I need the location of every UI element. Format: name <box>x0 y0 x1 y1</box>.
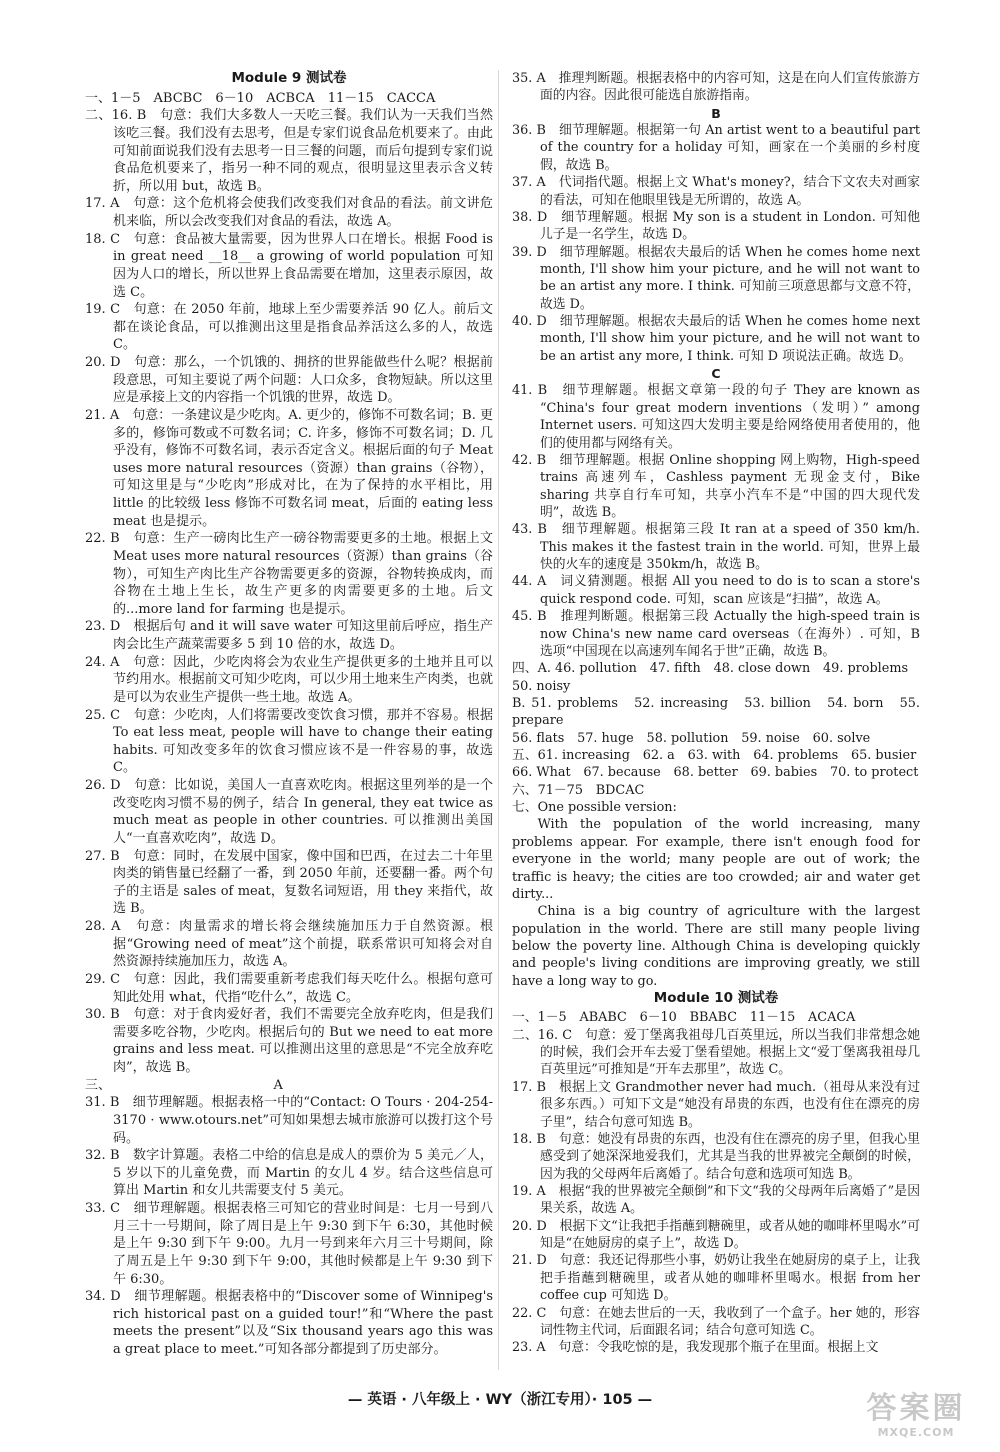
left-paragraph: 23. D 根据后句 and it will save water 可知这里前后呼应，指生产肉会比生产蔬菜需要多 5 到 10 倍的水，故选 D。 <box>85 619 493 652</box>
left-paragraph: 26. D 句意：比如说，美国人一直喜欢吃肉。根据这里列举的是一个改变吃肉习惯不易的例子，结合 In general, they eat twice as much meat as people in other countries. 可以推测出美国人“一直喜欢吃肉”，故选 D。 <box>85 778 493 846</box>
right-paragraph: 17. B 根据上文 Grandmother never had much.（祖母从来没有过很多东西。）可知下文是“她没有昂贵的东西，也没有住在漂亮的房子里”，结合句意可知选 B。 <box>512 1079 920 1130</box>
right-paragraph: 42. B 细节理解题。根据 Online shopping 网上购物，High-speed trains 高速列车，Cashless payment 无现金支付，Bike sharing 共享自行车可知，共享小汽车不是“中国的四大现代发明”，故选 B。 <box>512 452 920 520</box>
module-9-title: Module 9 测试卷 <box>231 70 347 86</box>
left-paragraph: 30. B 句意：对于食肉爱好者，我们不需要完全放弃吃肉，但是我们需要多吃谷物，少吃肉。根据后句的 But we need to eat more grains and less meat. 可以推测出这里的意思是“不完全放弃吃肉”，故选 B。 <box>85 1007 493 1075</box>
right-paragraph: 18. B 句意：她没有昂贵的东西，也没有住在漂亮的房子里，但我心里感受到了她深深地爱我们，尤其是当我的世界被完全颠倒的时候，因为我的父母两年后离婚了。结合句意和选项可知选 B。 <box>512 1131 920 1182</box>
right-paragraph: 50. noisy <box>512 678 571 694</box>
right-paragraph: With the population of the world increasing, many problems appear. For example, there isn't enough food for everyone in the world; many people are out of work; the traffic is heavy; the cities are too crowded; air and water get dirty... <box>512 817 920 902</box>
right-paragraph: 二、16. C 句意：爱丁堡离我祖母几百英里远，所以当我们非常想念她的时候，我们会开车去爱丁堡看望她。根据上文“爱丁堡离我祖母几百英里远”可推知是“开车去那里”，故选 C。 <box>512 1027 920 1078</box>
right-paragraph: 41. B 细节理解题。根据文章第一段的句子 They are known as “China's four great modern inventions（发明）” among Internet users. 可知这四大发明主要是给网络使用者使用的，他们的使用都与网络有关。 <box>512 383 920 451</box>
right-paragraph: Module 10 测试卷 <box>653 990 779 1007</box>
left-paragraph: 18. C 句意：食品被大量需要，因为世界人口在增长。根据 Food is in great need __18__ a growing of world population 可知因为人口的增长，所以世界上食品需要在增加，这里表示原因，故选 C。 <box>85 231 493 300</box>
column-divider <box>498 70 499 1370</box>
right-paragraph: 21. D 句意：我还记得那些小事，奶奶让我坐在她厨房的桌子上，让我把手指蘸到糖碗里，或者从她的咖啡杯里喝水。根据 from her coffee cup 可知选 D。 <box>512 1253 920 1304</box>
right-paragraph: 六、71－75 BDCAC <box>512 782 645 798</box>
left-paragraph: 27. B 句意：同时，在发展中国家，像中国和巴西，在过去二十年里肉类的销售量已经翻了一番，到 2050 年前，还要翻一番。两个句子的主语是 sales of meat，复数名词短语，用 they 来指代，故选 B。 <box>85 848 493 917</box>
left-paragraph: 25. C 句意：少吃肉，人们将需要改变饮食习惯，那并不容易。根据 To eat less meat, people will have to change their eating habits. 可知改变多年的饮食习惯应该不是一件容易的事，故选 C。 <box>85 707 493 776</box>
watermark-logo <box>846 1392 986 1444</box>
right-paragraph: 20. D 根据下文“让我把手指蘸到糖碗里，或者从她的咖啡杯里喝水”可知是“在她厨房的桌子上”，故选 D。 <box>512 1218 920 1252</box>
right-paragraph: 45. B 推理判断题。根据第三段 Actually the high-speed train is now China's new name card overseas（在海外）. 可知，B 选项“中国现在以高速列车闻名于世”正确，故选 B。 <box>512 609 920 659</box>
left-paragraph: 19. C 句意：在 2050 年前，地球上至少需要养活 90 亿人。前后文都在谈论食品，可以推测出这里是指食品养活这么多的人，故选 C。 <box>85 302 493 353</box>
left-paragraph: 17. A 句意：这个危机将会使我们改变我们对食品的看法。前文讲危机来临，所以会改变我们对食品的看法，故选 A。 <box>85 196 493 229</box>
right-paragraph: 66. What 67. because 68. better 69. babies 70. to protect <box>512 765 919 781</box>
right-paragraph: 四、A. 46. pollution 47. fifth 48. close down 49. problems <box>512 661 909 677</box>
right-paragraph: 56. flats 57. huge 58. pollution 59. noise 60. solve <box>512 730 871 746</box>
right-paragraph: B <box>711 105 721 121</box>
right-paragraph: 23. A 句意：令我吃惊的是，我发现那个瓶子在里面。根据上文 <box>512 1340 879 1356</box>
left-paragraph: 24. A 句意：因此，少吃肉将会为农业生产提供更多的土地并且可以节约用水。根据前文可知少吃肉，可以少用土地来生产肉类，也就是可以为农业生产提供一些土地。故选 A。 <box>85 654 493 705</box>
right-paragraph: 39. D 细节理解题。根据农夫最后的话 When he comes home next month, I'll show him your picture, and he will not want to be an artist any more. I think. 可知前三项意思都与文意不符，故选 D。 <box>512 244 920 312</box>
right-paragraph: 七、One possible version: <box>512 800 677 816</box>
right-paragraph: 43. B 细节理解题。根据第三段 It ran at a speed of 350 km/h. This makes it the fastest train in the world. 可知，世界上最快的火车的速度是 350km/h，故选 B。 <box>512 522 920 573</box>
right-paragraph: B. 51. problems 52. increasing 53. billion 54. born 55. prepare <box>512 695 920 729</box>
left-paragraph: 20. D 句意：那么，一个饥饿的、拥挤的世界能做些什么呢？根据前段意思，可知主要说了两个问题：人口众多，食物短缺。所以这里应是承接上文的内容指一个饥饿的世界，故选 D。 <box>85 355 493 406</box>
right-paragraph: 40. D 细节理解题。根据农夫最后的话 When he comes home next month, I'll show him your picture, and he will not want to be an artist any more, I think. 可知 D 项说法正确。故选 D。 <box>512 314 920 364</box>
right-paragraph: 36. B 细节理解题。根据第一句 An artist went to a beautiful part of the country for a holiday 可知，画家在一个美丽的乡村度假，故选 B。 <box>512 123 920 173</box>
left-paragraph: 32. B 数字计算题。表格二中给的信息是成人的票价为 5 美元／人，5 岁以下的儿童免费，而 Martin 的女儿 4 岁。结合这些信息可算出 Martin 和女儿共需要支付 5 美元。 <box>85 1148 493 1199</box>
left-paragraph: 31. B 细节理解题。根据表格一中的“Contact: O Tours · 204-254-3170 · www.otours.net”可知如果想去城市旅游可以拨打这个号码。 <box>85 1095 493 1146</box>
left-paragraph: 二、16. B 句意：我们大多数人一天吃三餐。我们认为一天我们当然该吃三餐。我们没有去思考，但是专家们说食品危机要来了。由此可知前面说我们没有去思考一日三餐的问题，而后句提到专家们说食品危机要来了，指另一种不同的观点，很明显这里表示含义转折，所以用 but，故选 B。 <box>85 108 493 194</box>
right-paragraph: C <box>711 366 721 382</box>
left-paragraph: 三、 A <box>85 1077 283 1093</box>
left-paragraph: 一、1－5 ABCBC 6－10 ACBCA 11－15 CACCA <box>85 90 436 106</box>
left-paragraph: 22. B 句意：生产一磅肉比生产一磅谷物需要更多的土地。根据上文 Meat uses more natural resources（资源）than grains（谷物），可知生产肉比生产谷物需要更多的资源，谷物转换成肉，而谷物在土地上生长，故生产更多的肉需要更多的土地。后文的...more land for farming 也是提示。 <box>85 531 493 617</box>
right-paragraph: 37. A 代词指代题。根据上文 What's money?，结合下文农夫对画家的看法，可知在他眼里钱是无所谓的，故选 A。 <box>512 175 920 208</box>
left-paragraph: 29. C 句意：因此，我们需要重新考虑我们每天吃什么。根据句意可知此处用 what，代指“吃什么”，故选 C。 <box>85 971 493 1005</box>
right-column <box>512 70 920 1357</box>
right-paragraph: 38. D 细节理解题。根据 My son is a student in London. 可知他儿子是一名学生，故选 D。 <box>512 209 920 243</box>
right-paragraph: 五、61. increasing 62. a 63. with 64. problems 65. busier <box>512 748 917 764</box>
page-footer: — 英语 · 八年级上 · WY（浙江专用）· 105 — <box>347 1392 653 1408</box>
right-paragraph: China is a big country of agriculture with the largest population in the world. There are still many people living below the poverty line. Although China is developing quickly and people's living conditions are improving greatly, we still have a long way to go. <box>512 904 920 989</box>
left-paragraph: 33. C 细节理解题。根据表格三可知它的营业时间是：七月一号到八月三十一号期间，除了周日是上午 9:30 到下午 6:30，其他时候是上午 9:30 到下午 9:00。九月一号到来年六月三十号期间，除了周五是上午 9:30 到下午 9:00，其他时候都是上午 9:30 到下午 6:30。 <box>85 1201 493 1287</box>
right-paragraph: 44. A 词义猜测题。根据 All you need to do is to scan a store's quick respond code. 可知，scan 应该是“扫描”，故选 A。 <box>512 574 920 607</box>
left-paragraph: 34. D 细节理解题。根据表格中的“Discover some of Winnipeg's rich historical past on a guided tour!”和“Where the past meets the present”以及“Six thousand years ago this was a great place to meet.”可知各部分都提到了历史部分。 <box>85 1289 493 1357</box>
watermark-text: 答案圈 <box>866 1391 966 1426</box>
right-paragraph: 一、1－5 ABABC 6－10 BBABC 11－15 ACACA <box>512 1010 856 1026</box>
left-paragraph: 28. A 句意：肉量需求的增长将会继续施加压力于自然资源。根据“Growing need of meat”这个前提，联系常识可知将会对自然资源持续施加压力，故选 A。 <box>85 919 493 970</box>
right-paragraph: 22. C 句意：在她去世后的一天，我收到了一个盒子。her 她的，形容词性物主代词，后面跟名词；结合句意可知选 C。 <box>512 1305 920 1338</box>
right-paragraph: 35. A 推理判断题。根据表格中的内容可知，这是在向人们宣传旅游方面的内容。因此很可能选自旅游指南。 <box>512 71 920 104</box>
right-paragraph: 19. A 根据“我的世界被完全颠倒”和下文“我的父母两年后离婚了”是因果关系，故选 A。 <box>512 1184 920 1217</box>
watermark-url: MXQE.COM <box>877 1426 955 1439</box>
left-paragraph: 21. A 句意：一条建议是少吃肉。A. 更少的，修饰不可数名词；B. 更多的，修饰可数或不可数名词；C. 许多，修饰不可数名词；D. 几乎没有，修饰不可数名词，表示否定含义。根据后面的句子 Meat uses more natural resources（资源）than grains（谷物），可知这里是与“少吃肉”形成对比，在为了保持的水平相比，用 little 的比较级 less 修饰不可数名词 meat，后面的 eating less meat 也是提示。 <box>85 407 493 529</box>
left-column <box>85 70 493 1359</box>
